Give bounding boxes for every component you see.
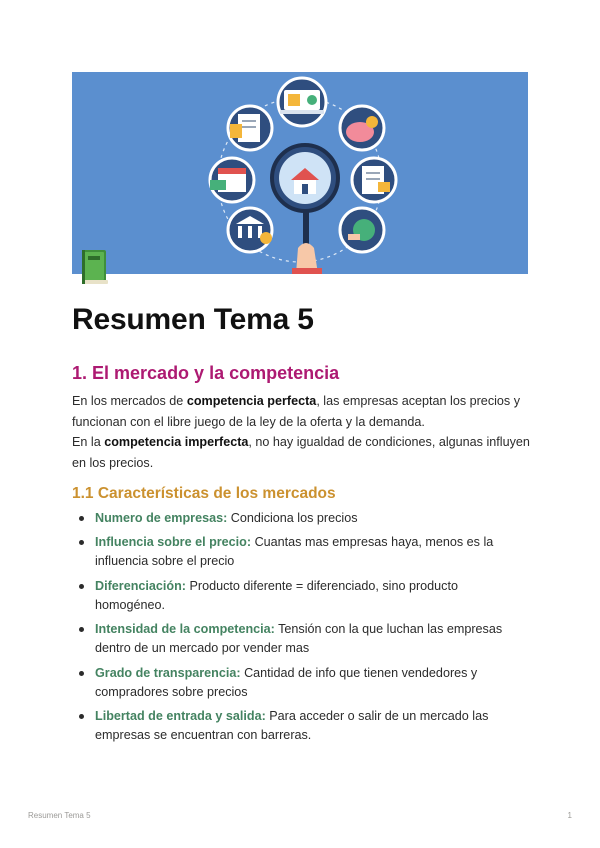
bank-icon	[228, 208, 272, 252]
paragraph-text: , no hay igualdad de condiciones, algunas influyen en los precios.	[72, 435, 530, 470]
piggy-bank-icon	[340, 106, 384, 150]
bullet-icon	[79, 671, 84, 676]
list-term: Influencia sobre el precio:	[95, 535, 252, 550]
subsection-heading-caracteristicas: 1.1 Características de los mercados	[72, 485, 336, 502]
list-item	[72, 533, 512, 571]
bullet-icon	[79, 540, 84, 545]
list-text: Para acceder o salir de un mercado las empresas se encuentran con barreras.	[95, 708, 489, 742]
list-text: Condiciona los precios	[227, 511, 358, 525]
paragraph-text: , las empresas aceptan los precios y funcionan con el libre juego de la ley de la oferta y la demanda.	[72, 394, 521, 429]
list-term: Numero de empresas:	[95, 511, 228, 525]
market-illustration	[72, 72, 528, 274]
green-book-icon	[80, 248, 110, 286]
document-money-icon	[228, 106, 272, 150]
section-heading-mercado: 1. El mercado y la competencia	[72, 363, 340, 383]
list-text: Cantidad de info que tienen vendedores y compradores sobre precios	[95, 665, 478, 699]
page-number: 1	[567, 811, 572, 820]
laptop-chart-icon	[278, 78, 326, 126]
characteristics-list	[72, 509, 512, 750]
list-item	[72, 620, 512, 658]
bullet-icon	[79, 714, 84, 719]
list-text: Producto diferente = diferenciado, sino producto homogéneo.	[95, 578, 458, 612]
list-text: Tensión con la que luchan las empresas dentro de un mercado por vender mas	[95, 622, 503, 656]
list-item	[72, 664, 512, 702]
paragraph-competencia-perfecta	[72, 391, 530, 433]
bullet-icon	[79, 627, 84, 632]
list-item	[72, 509, 512, 528]
list-text: Cuantas mas empresas haya, menos es la influencia sobre el precio	[95, 535, 494, 569]
bold-term: competencia perfecta	[186, 394, 317, 408]
page-title: Resumen Tema 5	[72, 303, 314, 336]
money-bag-icon	[340, 208, 384, 252]
bullet-icon	[79, 516, 84, 521]
paragraph-competencia-imperfecta	[72, 432, 530, 474]
list-term: Diferenciación:	[95, 578, 186, 593]
calendar-money-icon	[210, 158, 254, 202]
invoice-icon	[352, 158, 396, 202]
footer-title: Resumen Tema 5	[28, 811, 91, 820]
list-term: Grado de transparencia:	[95, 665, 241, 680]
list-item	[72, 707, 512, 745]
paragraph-text: En los mercados de	[72, 394, 187, 408]
bullet-icon	[79, 584, 84, 589]
list-item	[72, 577, 512, 615]
list-term: Libertad de entrada y salida:	[95, 708, 266, 723]
bold-term: competencia imperfecta	[104, 435, 249, 449]
cover-image	[72, 72, 528, 274]
list-term: Intensidad de la competencia:	[95, 622, 275, 637]
paragraph-text: En la	[72, 435, 105, 449]
